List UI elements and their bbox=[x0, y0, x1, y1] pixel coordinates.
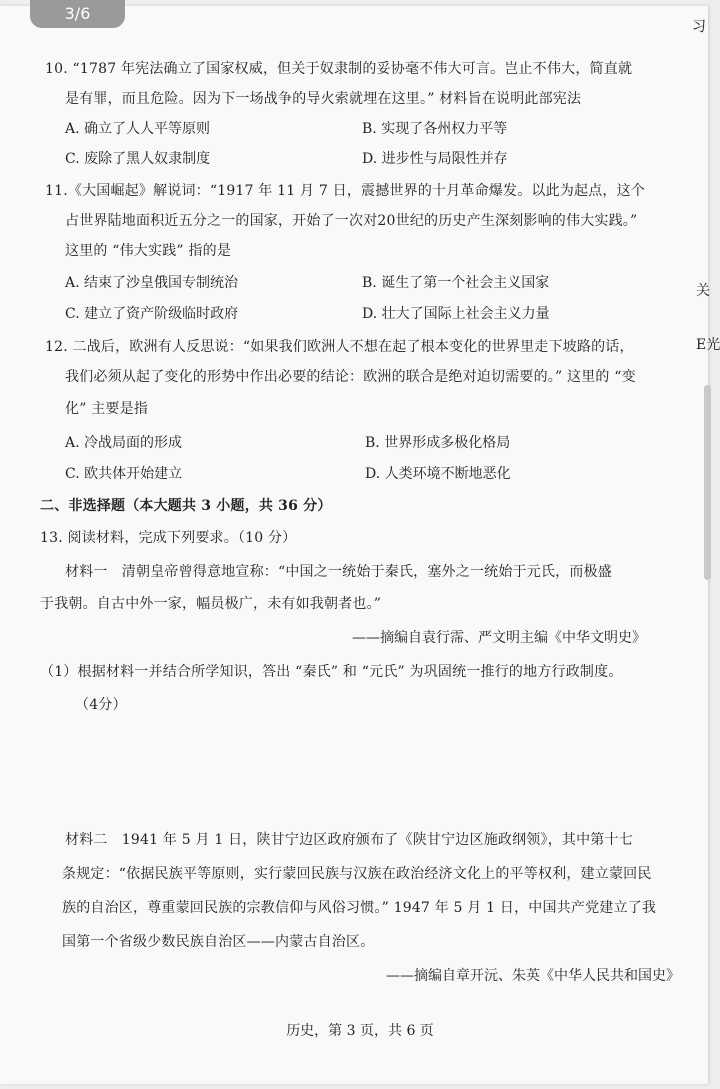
q11-line-1: 11.《大国崛起》解说词：“1917 年 11 月 7 日，震撼世界的十月革命爆发。以此为起点，这个 bbox=[45, 183, 646, 199]
page-footer: 历史，第 3 页，共 6 页 bbox=[286, 1023, 434, 1039]
q11-line-3: 这里的 “伟大实践” 指的是 bbox=[65, 243, 232, 259]
material-1-line-2: 于我朝。自古中外一家，幅员极广，未有如我朝者也。” bbox=[40, 596, 382, 612]
material-2-line-4: 国第一个省级少数民族自治区——内蒙古自治区。 bbox=[62, 934, 375, 950]
q10-line-1: 10. “1787 年宪法确立了国家权威，但关于奴隶制的妥协毫不伟大可言。岂止不伟大，简直就 bbox=[45, 61, 633, 77]
q10-option-c: C. 废除了黑人奴隶制度 bbox=[65, 151, 211, 167]
edge-text-1: 习 bbox=[692, 19, 706, 35]
material-2-line-1: 材料二 1941 年 5 月 1 日，陕甘宁边区政府颁布了《陕甘宁边区施政纲领》，其中第十七 bbox=[65, 832, 633, 848]
q12-option-b: B. 世界形成多极化格局 bbox=[365, 435, 511, 451]
q13-part-1: （1）根据材料一并结合所学知识，答出 “秦氏” 和 “元氏” 为巩固统一推行的地方行政制度。 bbox=[40, 664, 623, 680]
q11-option-c: C. 建立了资产阶级临时政府 bbox=[65, 306, 239, 322]
material-1-source: ——摘编自袁行霈、严文明主编《中华文明史》 bbox=[352, 630, 646, 646]
page-counter-badge: 3/6 bbox=[30, 0, 125, 28]
q12-option-d: D. 人类环境不断地恶化 bbox=[365, 466, 511, 482]
adjacent-page-edge bbox=[686, 0, 720, 1089]
material-2-source: ——摘编自章开沅、朱英《中华人民共和国史》 bbox=[386, 968, 680, 984]
q11-option-a: A. 结束了沙皇俄国专制统治 bbox=[65, 275, 239, 291]
q11-line-2: 占世界陆地面积近五分之一的国家，开始了一次对20世纪的历史产生深刻影响的伟大实践。” bbox=[65, 213, 638, 229]
q13-intro: 13. 阅读材料，完成下列要求。（10 分） bbox=[40, 530, 297, 546]
q10-option-b: B. 实现了各州权力平等 bbox=[362, 121, 508, 137]
q12-option-a: A. 冷战局面的形成 bbox=[65, 435, 183, 451]
q10-option-d: D. 进步性与局限性并存 bbox=[362, 151, 508, 167]
q12-line-2: 我们必须从起了变化的形势中作出必要的结论：欧洲的联合是绝对迫切需要的。” 这里的 “变 bbox=[65, 369, 636, 385]
material-1-line-1: 材料一 清朝皇帝曾得意地宣称：“中国之一统始于秦氏，塞外之一统始于元氏，而极盛 bbox=[65, 564, 612, 580]
q10-option-a: A. 确立了人人平等原则 bbox=[65, 121, 211, 137]
material-2-line-3: 族的自治区，尊重蒙回民族的宗教信仰与风俗习惯。” 1947 年 5 月 1 日，中国共产党建立了我 bbox=[62, 900, 657, 916]
section-2-heading: 二、非选择题（本大题共 3 小题，共 36 分） bbox=[40, 498, 332, 514]
scrollbar-thumb[interactable] bbox=[704, 385, 711, 580]
q12-line-3: 化” 主要是指 bbox=[65, 401, 149, 417]
q12-line-1: 12. 二战后，欧洲有人反思说：“如果我们欧洲人不想在起了根本变化的世界里走下坡路的话， bbox=[45, 339, 634, 355]
edge-text-3: E光 bbox=[696, 337, 720, 353]
q11-option-d: D. 壮大了国际上社会主义力量 bbox=[362, 306, 550, 322]
q10-line-2: 是有罪，而且危险。因为下一场战争的导火索就埋在这里。” 材料旨在说明此部宪法 bbox=[65, 91, 582, 107]
edge-text-2: 关 bbox=[696, 283, 710, 299]
q12-option-c: C. 欧共体开始建立 bbox=[65, 466, 183, 482]
exam-page bbox=[0, 6, 708, 1084]
material-2-line-2: 条规定：“依据民族平等原则，实行蒙回民族与汉族在政治经济文化上的平等权利，建立蒙回民 bbox=[62, 866, 652, 882]
q13-part-1-score: （4分） bbox=[75, 697, 127, 713]
q11-option-b: B. 诞生了第一个社会主义国家 bbox=[362, 275, 550, 291]
